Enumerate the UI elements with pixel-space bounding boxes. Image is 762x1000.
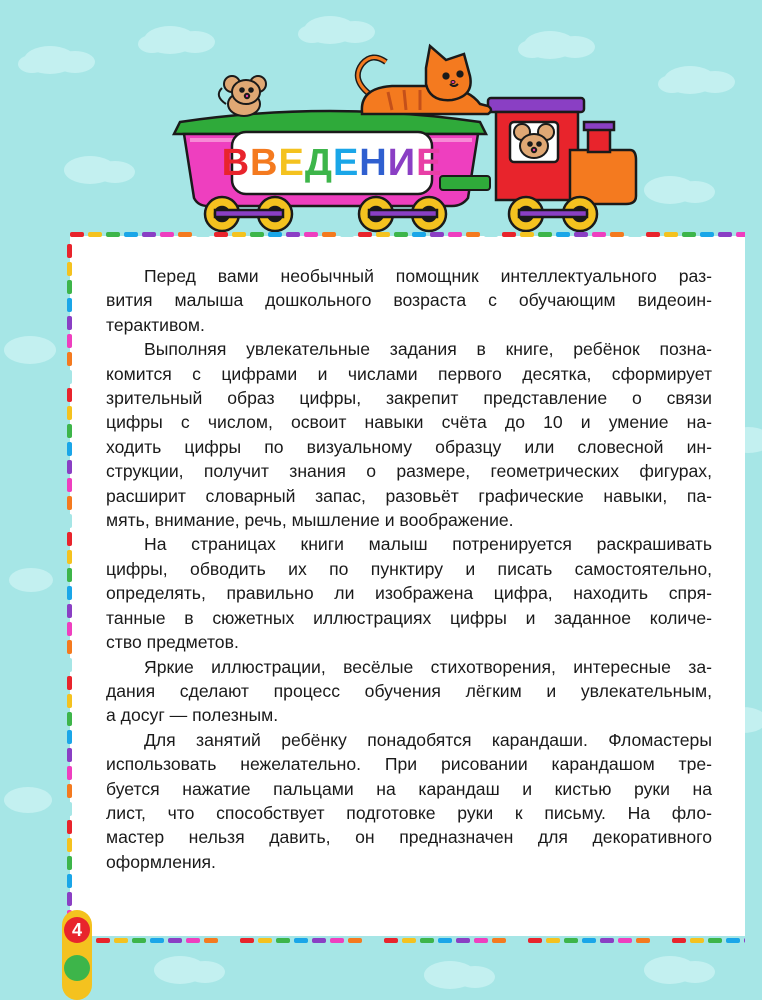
stitch-mark — [67, 712, 72, 726]
stitch-mark — [150, 938, 164, 943]
text-line: ство предметов. — [106, 632, 239, 653]
text-line: струкции, получит знания о размере, геометрических фигурах, — [106, 461, 712, 482]
stitch-mark — [340, 232, 354, 237]
stitch-mark — [708, 938, 722, 943]
stitch-mark — [358, 232, 372, 237]
stitch-mark — [636, 938, 650, 943]
stitch-mark — [178, 232, 192, 237]
title-letter: И — [387, 142, 417, 184]
stitch-mark — [240, 938, 254, 943]
stitch-mark — [510, 938, 524, 943]
locomotive-illustration — [488, 98, 636, 231]
stitch-mark — [67, 568, 72, 582]
stitch-mark — [448, 232, 462, 237]
stitch-mark — [67, 694, 72, 708]
stitch-mark — [67, 676, 72, 690]
stitch-mark — [67, 334, 72, 348]
stitch-mark — [67, 856, 72, 870]
stitch-mark — [610, 232, 624, 237]
stitch-mark — [520, 232, 534, 237]
stitch-mark — [412, 232, 426, 237]
stitch-mark — [466, 232, 480, 237]
stitch-mark — [438, 938, 452, 943]
stitch-mark — [67, 550, 72, 564]
paragraph — [106, 728, 712, 874]
text-line: Выполняя увлекательные задания в книге, ребёнок позна- — [144, 339, 712, 360]
stitch-mark — [67, 802, 72, 816]
stitch-mark — [394, 232, 408, 237]
text-line: мастер нельзя давить, он предназначен для декоративного — [106, 827, 712, 848]
text-line: оформления. — [106, 851, 216, 872]
text-line: лист, что способствует подготовке руки к письму. На фло- — [106, 802, 712, 823]
stitch-mark — [366, 938, 380, 943]
stitch-mark — [672, 938, 686, 943]
text-line: буется нажатие пальцами на карандаш и кистью руки на — [106, 778, 712, 799]
stitch-mark — [628, 232, 642, 237]
text-line: терактивом. — [106, 314, 205, 335]
title-letter: Е — [278, 142, 305, 184]
stitch-mark — [502, 232, 516, 237]
text-line: использовать нежелательно. При рисовании карандашом тре- — [106, 754, 712, 775]
stitch-mark — [384, 938, 398, 943]
stitch-mark — [654, 938, 668, 943]
title-letter: В — [250, 142, 279, 184]
stitch-mark — [564, 938, 578, 943]
stitch-mark — [67, 460, 72, 474]
stitch-mark — [67, 640, 72, 654]
text-line: вития малыша дошкольного возраста с обучающим видеоин- — [106, 290, 712, 311]
text-line: определять, правильно ли изображена цифра, находить спря- — [106, 583, 712, 604]
cat-illustration — [358, 46, 491, 114]
stitch-mark — [304, 232, 318, 237]
stitch-mark — [592, 232, 606, 237]
stitch-mark — [474, 938, 488, 943]
text-line: мять, внимание, речь, мышление и воображение. — [106, 510, 514, 531]
title-letter: Е — [332, 142, 360, 184]
stitch-mark — [420, 938, 434, 943]
stitch-mark — [67, 424, 72, 438]
stitch-mark — [186, 938, 200, 943]
stitch-mark — [258, 938, 272, 943]
stitch-mark — [124, 232, 138, 237]
paragraph — [106, 337, 712, 532]
stitch-mark — [430, 232, 444, 237]
stitch-mark — [168, 938, 182, 943]
stitch-mark — [88, 232, 102, 237]
stitch-mark — [276, 938, 290, 943]
stitch-mark — [132, 938, 146, 943]
stitch-mark — [67, 280, 72, 294]
title-letter: В — [221, 142, 251, 184]
stitch-mark — [456, 938, 470, 943]
stitch-mark — [618, 938, 632, 943]
stitch-mark — [204, 938, 218, 943]
stitch-mark — [67, 406, 72, 420]
text-line: танные в сюжетных иллюстрациях цифры и заданное количе- — [106, 607, 712, 628]
text-line: На страницах книги малыш потренируется раскрашивать — [144, 534, 712, 555]
stitch-mark — [492, 938, 506, 943]
stitch-border-top — [70, 232, 745, 238]
stitch-mark — [600, 938, 614, 943]
stitch-mark — [67, 820, 72, 834]
stitch-mark — [196, 232, 210, 237]
stitch-mark — [67, 748, 72, 762]
stitch-mark — [718, 232, 732, 237]
stitch-mark — [67, 892, 72, 906]
stitch-mark — [67, 838, 72, 852]
stitch-mark — [67, 514, 72, 528]
stitch-mark — [67, 586, 72, 600]
stitch-mark — [268, 232, 282, 237]
introduction-text — [106, 264, 712, 904]
stitch-mark — [67, 658, 72, 672]
stitch-mark — [114, 938, 128, 943]
stitch-mark — [222, 938, 236, 943]
stitch-mark — [67, 316, 72, 330]
stitch-mark — [67, 766, 72, 780]
stitch-mark — [70, 232, 84, 237]
stitch-mark — [312, 938, 326, 943]
stitch-mark — [322, 232, 336, 237]
text-line: а досуг — полезным. — [106, 705, 279, 726]
stitch-mark — [67, 244, 72, 258]
text-line: зрительный образ цифры, закрепит представление о связи — [106, 388, 712, 409]
stitch-mark — [682, 232, 696, 237]
stitch-mark — [646, 232, 660, 237]
text-line: цифры, обводить их по пунктиру и писать самостоятельно, — [106, 558, 712, 579]
stitch-mark — [67, 352, 72, 366]
stitch-mark — [348, 938, 362, 943]
stitch-mark — [232, 232, 246, 237]
text-line: Для занятий ребёнку понадобятся карандаши. Фломастеры — [144, 729, 712, 750]
paragraph — [106, 264, 712, 337]
stitch-mark — [330, 938, 344, 943]
stitch-mark — [546, 938, 560, 943]
stitch-mark — [294, 938, 308, 943]
text-line: ходить цифры по визуальному образцу или словесной ин- — [106, 436, 712, 457]
stitch-mark — [700, 232, 714, 237]
text-line: Яркие иллюстрации, весёлые стихотворения, интересные за- — [144, 656, 712, 677]
stitch-mark — [214, 232, 228, 237]
stitch-mark — [67, 478, 72, 492]
stitch-mark — [376, 232, 390, 237]
text-line: дания сделают процесс обучения лёгким и увлекательным, — [106, 680, 712, 701]
stitch-mark — [67, 784, 72, 798]
stitch-mark — [67, 622, 72, 636]
stitch-mark — [528, 938, 542, 943]
stitch-mark — [67, 370, 72, 384]
text-line: цифры с числом, освоит навыки счёта до 10 и умение на- — [106, 412, 712, 433]
stitch-mark — [744, 938, 745, 943]
stitch-border-bottom — [96, 938, 745, 944]
text-line: Перед вами необычный помощник интеллектуального раз- — [144, 266, 712, 286]
title-letter: Н — [359, 142, 388, 184]
mouse-illustration — [219, 76, 266, 116]
stitch-mark — [67, 730, 72, 744]
stitch-mark — [67, 298, 72, 312]
title-letter: Е — [416, 142, 443, 184]
stitch-mark — [538, 232, 552, 237]
stitch-mark — [106, 232, 120, 237]
stitch-mark — [690, 938, 704, 943]
paragraph — [106, 532, 712, 654]
page-title — [221, 140, 443, 186]
stitch-mark — [160, 232, 174, 237]
text-line: расширит словарный запас, разовьёт графические навыки, па- — [106, 485, 712, 506]
stitch-mark — [142, 232, 156, 237]
stitch-mark — [556, 232, 570, 237]
stitch-border-left — [67, 244, 73, 914]
stitch-mark — [67, 496, 72, 510]
stitch-mark — [67, 388, 72, 402]
title-letter: Д — [304, 142, 333, 184]
stitch-mark — [484, 232, 498, 237]
stitch-mark — [574, 232, 588, 237]
text-line: комится с цифрами и числами первого десятка, сформирует — [106, 363, 712, 384]
stitch-mark — [664, 232, 678, 237]
stitch-mark — [736, 232, 745, 237]
stitch-mark — [67, 874, 72, 888]
train-illustration — [0, 0, 762, 250]
stitch-mark — [286, 232, 300, 237]
stitch-mark — [67, 532, 72, 546]
page-number: 4 — [71, 919, 82, 940]
stitch-mark — [402, 938, 416, 943]
stitch-mark — [726, 938, 740, 943]
stitch-mark — [67, 262, 72, 276]
stitch-mark — [250, 232, 264, 237]
stitch-mark — [96, 938, 110, 943]
stitch-mark — [67, 442, 72, 456]
stitch-mark — [582, 938, 596, 943]
stitch-mark — [67, 604, 72, 618]
paragraph — [106, 655, 712, 728]
